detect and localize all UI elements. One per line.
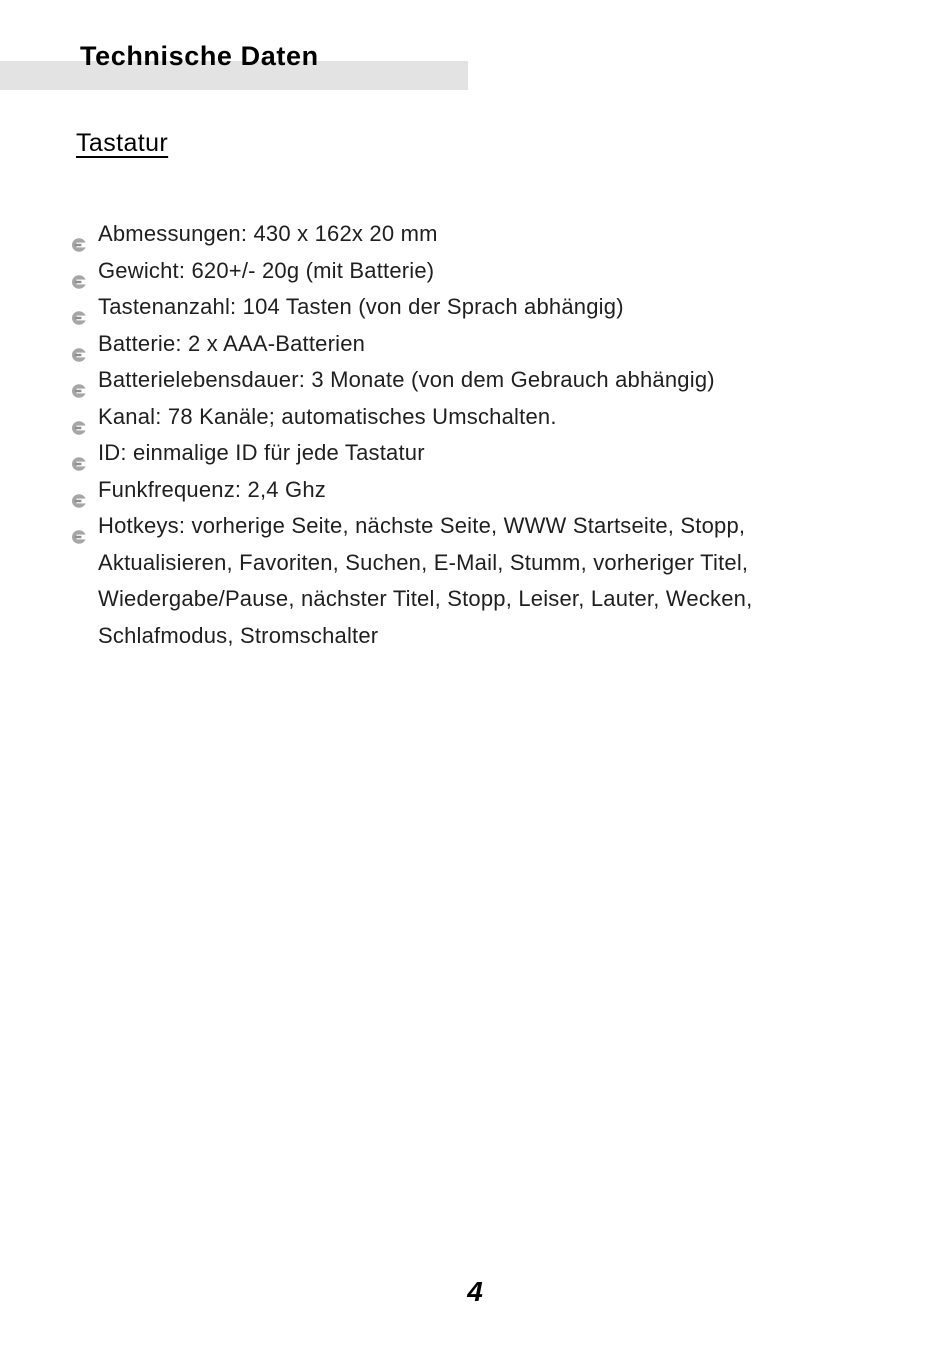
curved-arrow-bullet-icon (72, 410, 87, 424)
curved-arrow-bullet-icon (72, 264, 87, 278)
spec-list-item (72, 508, 872, 654)
spec-text: Tastenanzahl: 104 Tasten (von der Sprach abhängig) (98, 294, 624, 319)
curved-arrow-bullet-icon (72, 227, 87, 241)
spec-text: Gewicht: 620+/- 20g (mit Batterie) (98, 257, 435, 283)
page-title: Technische Daten (80, 41, 319, 71)
spec-text: Batterie: 2 x AAA-Batterien (98, 330, 366, 356)
spec-text: Hotkeys: vorherige Seite, nächste Seite, WWW Startseite, Stopp, Aktualisieren, Favoriten, Suchen, E-Mail, Stumm, vorheriger Titel, Wiedergabe/Pause, nächster Titel, Stopp, Leiser, Lauter, Wecken, Schlafmodus, Stromschalter (98, 513, 753, 648)
spec-list-item (72, 289, 872, 326)
spec-list-item (72, 399, 872, 436)
page-number: 4 (467, 1276, 483, 1307)
spec-list-item (72, 326, 872, 363)
curved-arrow-bullet-icon (72, 373, 87, 387)
spec-list-item (72, 435, 872, 472)
spec-text: Kanal: 78 Kanäle; automatisches Umschalten. (98, 403, 557, 429)
spec-text: Batterielebensdauer: 3 Monate (von dem Gebrauch abhängig) (98, 367, 715, 392)
subsection-title: Tastatur (76, 129, 169, 157)
curved-arrow-bullet-icon (72, 446, 87, 460)
curved-arrow-bullet-icon (72, 337, 87, 351)
curved-arrow-bullet-icon (72, 519, 87, 533)
spec-list (72, 216, 872, 654)
spec-text: Funkfrequenz: 2,4 Ghz (98, 476, 326, 502)
spec-list-item (72, 253, 872, 290)
spec-text: Abmessungen: 430 x 162x 20 mm (98, 221, 438, 246)
spec-text: ID: einmalige ID für jede Tastatur (98, 440, 425, 465)
spec-list-item (72, 216, 872, 253)
spec-list-item (72, 362, 872, 399)
curved-arrow-bullet-icon (72, 483, 87, 497)
spec-list-item (72, 472, 872, 509)
curved-arrow-bullet-icon (72, 300, 87, 314)
